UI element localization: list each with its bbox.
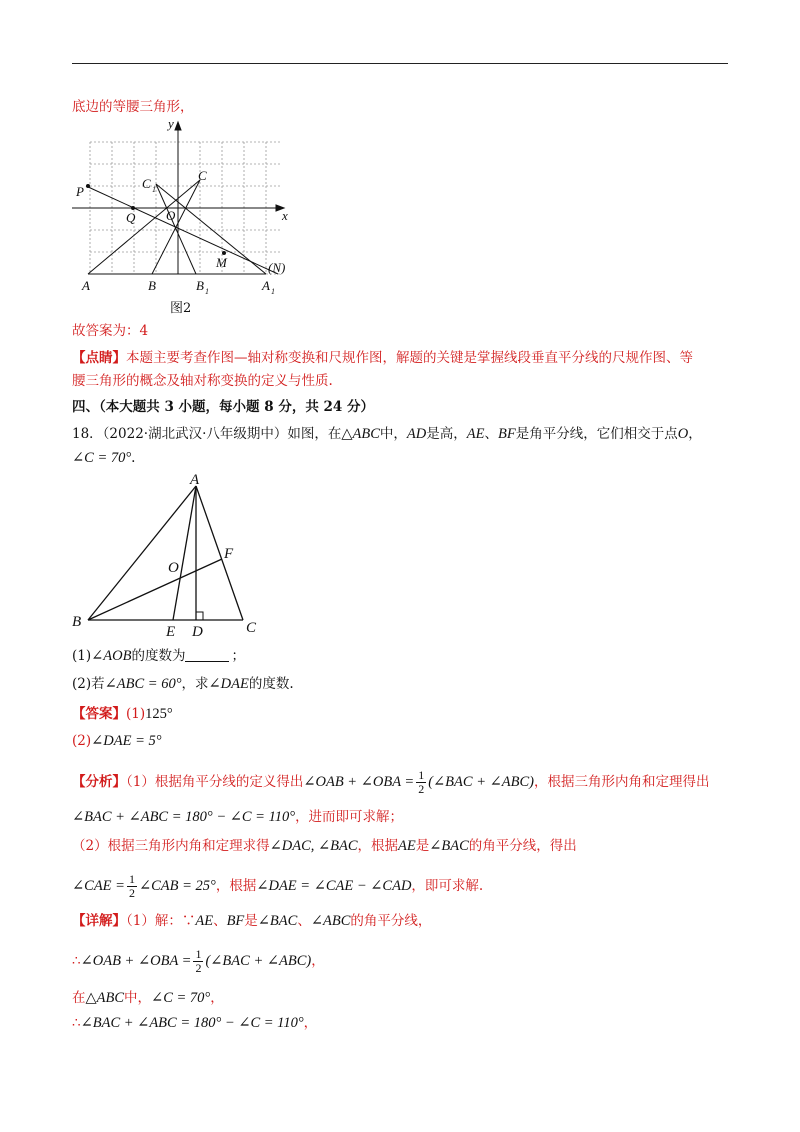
detail-tag: 【详解】 (72, 913, 126, 929)
detail-line-3 (72, 988, 224, 1008)
analysis-line-1 (72, 769, 709, 796)
q18-intro-c: 是高， (426, 426, 467, 442)
q18-part1 (72, 646, 245, 666)
analysis-3-math2: ∠BAC (429, 838, 469, 854)
bisector-ae (173, 486, 196, 620)
detail-2-end: ， (311, 953, 325, 969)
label-y: y (168, 116, 174, 131)
comment-line-2: 腰三角形的概念及轴对称变换的定义与性质. (72, 373, 333, 389)
detail-2a: ∴ (72, 953, 81, 969)
detail-sep: 、 (213, 913, 227, 929)
comment-line-1 (72, 348, 693, 368)
detail-1a: （1）解：∵ (126, 913, 196, 929)
header-rule (72, 63, 728, 64)
detail-4a: ∴ (72, 1015, 81, 1031)
analysis-1b: ，根据三角形内角和定理得出 (533, 774, 710, 790)
analysis-4c: ，即可求解. (411, 878, 484, 894)
analysis-line-3 (72, 836, 577, 856)
detail-2-math2: (∠BAC + ∠ABC) (205, 953, 312, 969)
analysis-4-frac-den: 2 (128, 886, 135, 900)
answer-line: 故答案为：4 (72, 323, 149, 339)
detail-4-end: ， (303, 1015, 318, 1031)
label-o: O (166, 208, 176, 223)
q18-p2-num: (2)若 (72, 676, 105, 692)
detail-3b: 中， (124, 990, 152, 1006)
figure-2-caption: 图2 (170, 301, 192, 316)
figure-2 (72, 112, 302, 297)
answer-1-num: (1) (126, 706, 146, 722)
q18-p1-text: 的度数为 (131, 648, 186, 664)
detail-3-math: ∠C = 70° (151, 990, 211, 1006)
tri-label-e: E (166, 624, 176, 640)
q18-bf: BF (497, 426, 516, 442)
comment-tag: 【点睛】 (72, 350, 126, 366)
label-p: P (76, 184, 84, 199)
label-x: x (282, 208, 288, 223)
analysis-4-math-a: ∠CAE = (72, 878, 125, 894)
line-c1b1 (156, 184, 196, 274)
triangle-figure (66, 472, 266, 642)
answer-2-value: ∠DAE = 5° (91, 733, 162, 749)
tri-label-a: A (190, 472, 200, 488)
analysis-fraction (416, 769, 426, 796)
detail-ang2: ∠ABC (310, 913, 351, 929)
q18-intro-e: ， (688, 426, 702, 442)
q18-o: O (677, 426, 689, 442)
q18-triangle: △ABC (341, 426, 380, 442)
detail-line-2 (72, 948, 325, 975)
label-b: B (148, 278, 156, 293)
detail-line-4 (72, 1013, 317, 1033)
side-ac (196, 486, 243, 620)
q18-p2-cond: ∠ABC = 60° (104, 676, 182, 692)
q18-ae: AE (466, 426, 485, 442)
q18-p1-angle: ∠AOB (91, 648, 132, 664)
detail-4-math: ∠BAC + ∠ABC = 180° − ∠C = 110° (80, 1015, 304, 1031)
analysis-line-2 (72, 807, 403, 827)
analysis-4-frac-num: 1 (128, 872, 135, 886)
label-a1-sub: 1 (271, 287, 275, 296)
analysis-3a: （2）根据三角形内角和定理求得 (72, 838, 270, 854)
q18-intro-b: 中， (379, 426, 407, 442)
analysis-1-math2: (∠BAC + ∠ABC) (428, 774, 534, 790)
detail-1b: 是 (244, 913, 258, 929)
q18-part2 (72, 674, 294, 694)
q18-sep: 、 (484, 426, 498, 442)
q18-intro (72, 424, 702, 444)
q18-intro-a: 18．（2022·湖北武汉·八年级期中）如图，在 (72, 426, 342, 442)
q18-condition (72, 448, 135, 468)
q18-cond-end: . (131, 450, 136, 466)
detail-3-end: ， (210, 990, 224, 1006)
label-q: Q (126, 210, 136, 225)
analysis-3-math: ∠DAC, ∠BAC (269, 838, 358, 854)
detail-1c: 的角平分线， (350, 913, 432, 929)
label-n: (N) (268, 260, 286, 275)
analysis-frac-num: 1 (418, 768, 425, 782)
label-m: M (216, 255, 227, 270)
y-axis-arrow (175, 122, 181, 130)
analysis-1a: （1）根据角平分线的定义得出 (126, 774, 304, 790)
analysis-1-math: ∠OAB + ∠OBA = (303, 774, 415, 790)
label-c1: C (142, 176, 151, 191)
answer-2-num: (2) (72, 733, 92, 749)
detail-line-1 (72, 911, 431, 931)
analysis-4-fraction (127, 873, 137, 900)
bisector-bf (88, 559, 222, 620)
right-angle-mark (196, 612, 203, 620)
detail-fraction (193, 948, 203, 975)
comment-text-1: 本题主要考查作图—轴对称变换和尺规作图，解题的关键是掌握线段垂直平分线的尺规作图、等 (126, 350, 693, 366)
analysis-3b: ，根据 (357, 838, 399, 854)
q18-ad: AD (406, 426, 427, 442)
detail-frac-den: 2 (195, 961, 202, 975)
analysis-4b: ，根据 (215, 878, 257, 894)
q18-cond: ∠C = 70° (72, 450, 132, 466)
label-a: A (82, 278, 90, 293)
detail-3a: 在 (72, 990, 86, 1006)
analysis-2-math: ∠BAC + ∠ABC = 180° − ∠C = 110° (72, 809, 296, 825)
detail-3-tri: △ABC (85, 990, 125, 1006)
q18-p2-text2: 的度数. (248, 676, 294, 692)
detail-bf: BF (226, 913, 245, 929)
label-b1-sub: 1 (205, 287, 209, 296)
analysis-frac-den: 2 (418, 782, 425, 796)
tri-label-d: D (192, 624, 203, 640)
q18-p2-text: ，求 (181, 676, 209, 692)
point-p (86, 184, 90, 188)
label-b1: B (196, 278, 204, 293)
detail-ae: AE (195, 913, 214, 929)
q18-p1-end: ； (231, 648, 245, 664)
tri-label-b: B (72, 614, 82, 630)
answer-tag: 【答案】 (72, 706, 126, 722)
analysis-4-math-b: ∠CAB = 25° (138, 878, 216, 894)
side-ab (88, 486, 196, 620)
detail-sep2: 、 (297, 913, 311, 929)
detail-2-math: ∠OAB + ∠OBA = (80, 953, 192, 969)
top-line: 底边的等腰三角形， (72, 99, 194, 115)
tri-label-o: O (168, 560, 179, 576)
analysis-line-4 (72, 873, 483, 900)
analysis-3c: 是 (415, 838, 430, 854)
tri-label-c: C (246, 620, 257, 636)
q18-p1-num: (1) (72, 648, 92, 664)
label-c1-sub: 1 (152, 185, 156, 194)
q18-intro-d: 是角平分线，它们相交于点 (515, 426, 678, 442)
q18-p2-angle: ∠DAE (208, 676, 249, 692)
analysis-3d: 的角平分线，得出 (468, 838, 577, 854)
answer-1 (72, 704, 173, 724)
q18-p1-blank (185, 648, 229, 662)
answer-1-value: 125° (145, 706, 173, 722)
detail-ang1: ∠BAC (257, 913, 298, 929)
label-a1: A (262, 278, 270, 293)
answer-2 (72, 731, 162, 751)
tri-label-f: F (224, 546, 234, 562)
detail-frac-num: 1 (195, 947, 202, 961)
section-title: 四、（本大题共 3 小题，每小题 8 分，共 24 分） (72, 399, 375, 415)
analysis-4-math2: ∠DAE = ∠CAE − ∠CAD (256, 878, 412, 894)
analysis-2b: ，进而即可求解； (295, 809, 404, 825)
analysis-tag: 【分析】 (72, 774, 126, 790)
label-c: C (198, 168, 207, 183)
analysis-3-ae: AE (398, 838, 416, 854)
